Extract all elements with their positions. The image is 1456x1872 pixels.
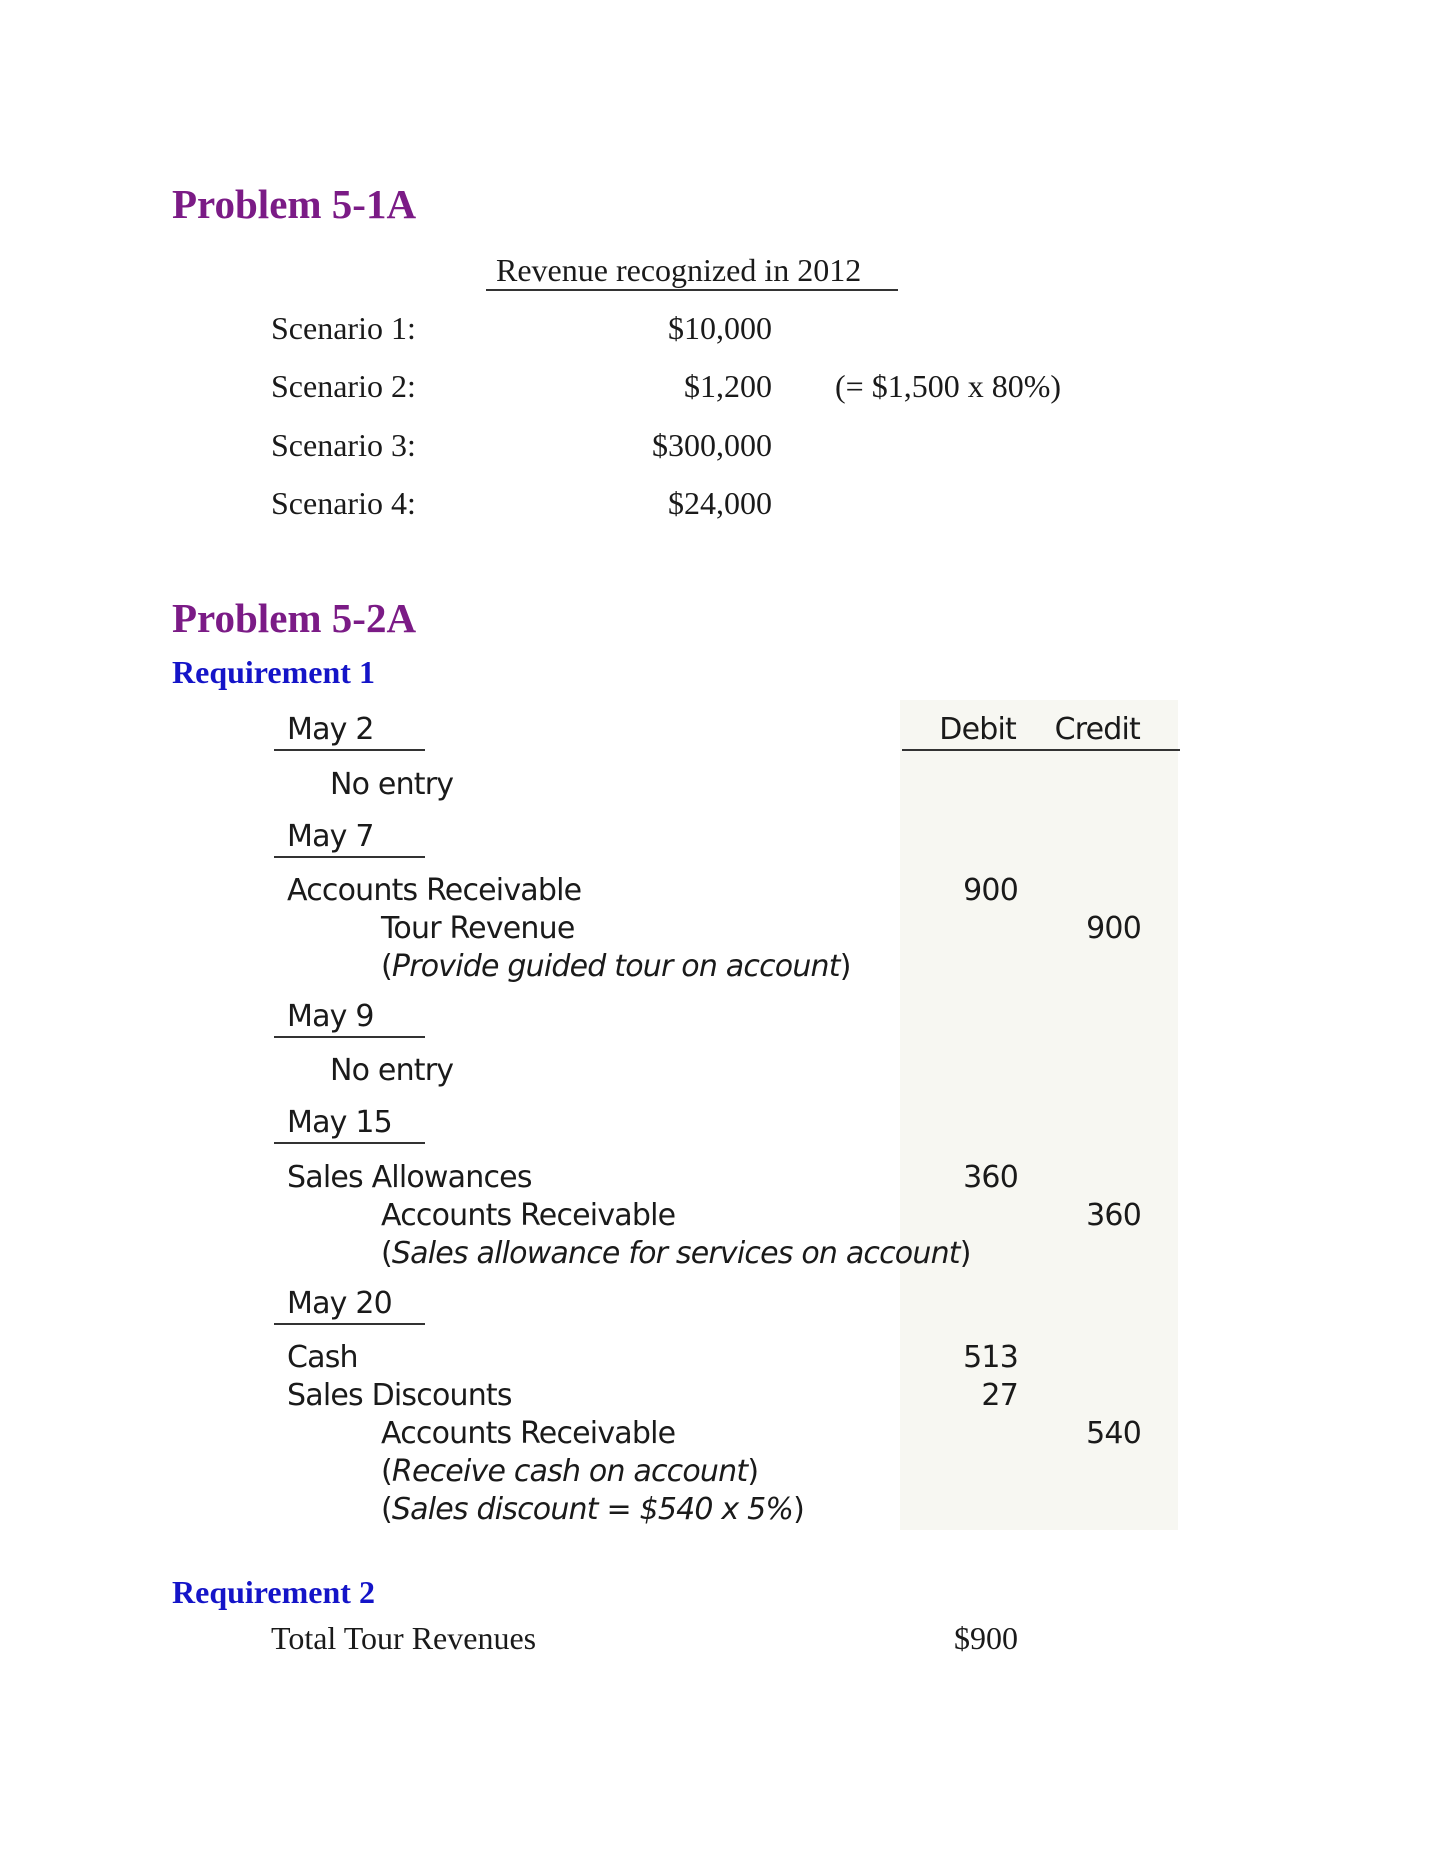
entry-date: May 20	[287, 1286, 392, 1321]
debit-amount: 513	[963, 1340, 1018, 1375]
problem-5-2a-title: Problem 5-2A	[172, 595, 417, 641]
entry-memo	[381, 1454, 758, 1489]
memo-text: Receive cash on account	[391, 1454, 748, 1489]
no-entry-text: No entry	[330, 767, 454, 802]
debit-amount: 900	[963, 873, 1018, 908]
debit-header: Debit	[939, 712, 1016, 747]
memo-paren: )	[747, 1454, 759, 1489]
debit-amount: 27	[981, 1378, 1018, 1413]
debit-account: Sales Discounts	[287, 1378, 512, 1413]
credit-amount: 360	[1086, 1198, 1141, 1233]
scenario-amount: $10,000	[668, 310, 772, 346]
debit-amount: 360	[963, 1160, 1018, 1195]
memo-paren: )	[959, 1236, 971, 1271]
entry-date: May 2	[287, 712, 374, 747]
scenario-label: Scenario 4:	[271, 485, 416, 521]
scenario-amount: $300,000	[652, 427, 772, 463]
memo-text: Sales allowance for services on account	[391, 1236, 960, 1271]
memo-paren: (	[381, 1454, 392, 1489]
scenario-label: Scenario 1:	[271, 310, 416, 346]
date-underline	[274, 856, 425, 858]
debit-account: Sales Allowances	[287, 1160, 532, 1195]
scenario-note: (= $1,500 x 80%)	[835, 368, 1062, 404]
memo-paren: )	[793, 1492, 805, 1527]
date-underline	[274, 1036, 425, 1038]
column-header-underline	[486, 289, 898, 291]
requirement-1-heading: Requirement 1	[172, 654, 375, 690]
entry-memo	[381, 949, 851, 984]
problem-5-1a-title: Problem 5-1A	[172, 181, 417, 227]
memo-paren: (	[381, 949, 392, 984]
memo-text: Sales discount = $540 x 5%	[391, 1492, 794, 1527]
entry-date: May 15	[287, 1105, 392, 1140]
revenue-column-header: Revenue recognized in 2012	[496, 252, 862, 288]
memo-text: Provide guided tour on account	[391, 949, 840, 984]
date-underline	[274, 749, 425, 751]
scenario-label: Scenario 2:	[271, 368, 416, 404]
credit-account: Tour Revenue	[381, 911, 575, 946]
scenario-label: Scenario 3:	[271, 427, 416, 463]
entry-date: May 7	[287, 819, 374, 854]
credit-header: Credit	[1054, 712, 1140, 747]
no-entry-text: No entry	[330, 1053, 454, 1088]
date-underline	[274, 1142, 425, 1144]
scenario-amount: $24,000	[668, 485, 772, 521]
scenario-amount: $1,200	[684, 368, 772, 404]
credit-account: Accounts Receivable	[381, 1198, 676, 1233]
entry-memo	[381, 1492, 804, 1527]
requirement-2-heading: Requirement 2	[172, 1574, 375, 1610]
entry-date: May 9	[287, 999, 374, 1034]
date-underline	[274, 1323, 425, 1325]
memo-paren: )	[839, 949, 851, 984]
debit-account: Accounts Receivable	[287, 873, 582, 908]
amount-header-underline	[902, 749, 1180, 751]
entry-memo	[381, 1236, 971, 1271]
memo-paren: (	[381, 1492, 392, 1527]
credit-account: Accounts Receivable	[381, 1416, 676, 1451]
debit-account: Cash	[287, 1340, 358, 1375]
total-tour-revenues-amount: $900	[954, 1620, 1018, 1656]
memo-paren: (	[381, 1236, 392, 1271]
total-tour-revenues-label: Total Tour Revenues	[271, 1620, 537, 1656]
credit-amount: 540	[1086, 1416, 1141, 1451]
credit-amount: 900	[1086, 911, 1141, 946]
